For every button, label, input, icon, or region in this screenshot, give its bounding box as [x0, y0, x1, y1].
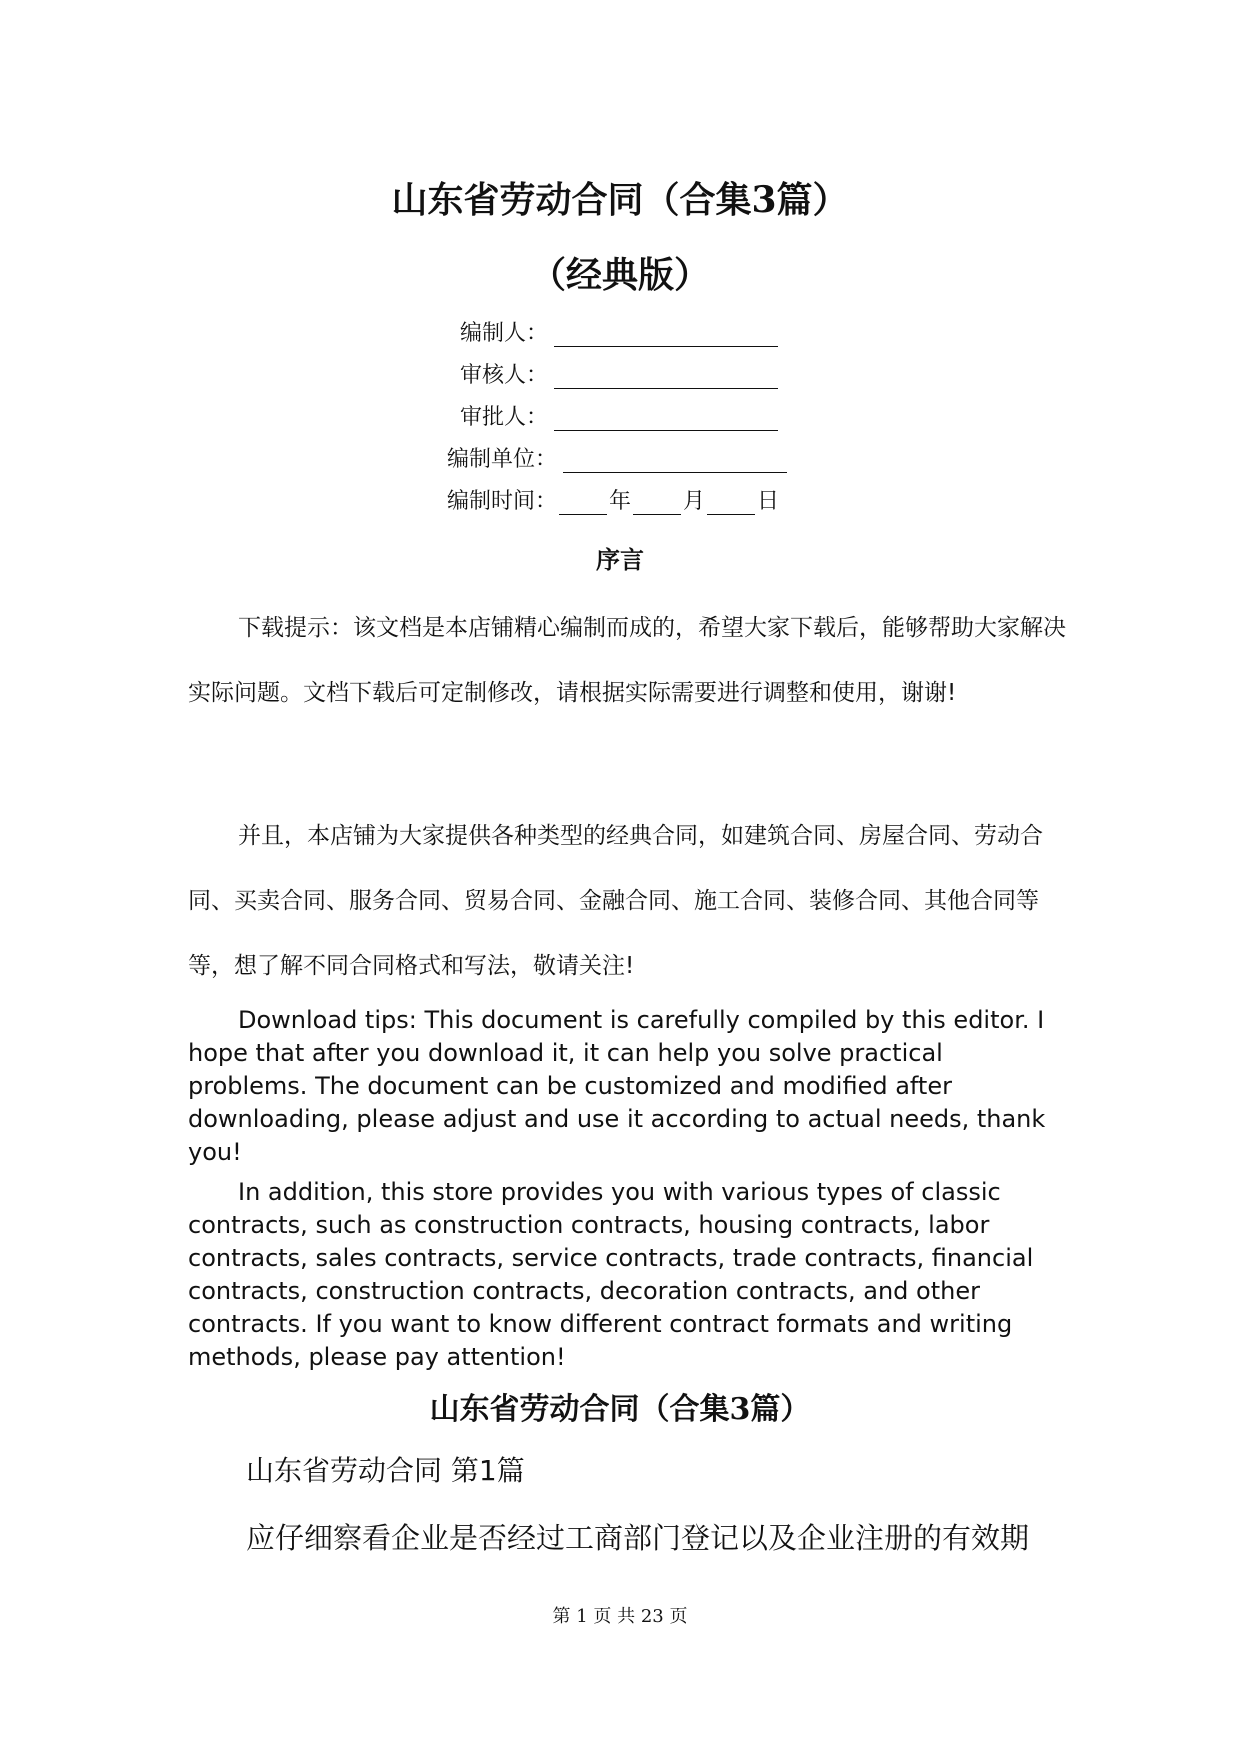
- compiler-row: [460, 316, 778, 347]
- section-title: 山东省劳动合同（合集3篇）: [429, 1392, 811, 1427]
- approver-row: [460, 400, 778, 431]
- compiler-blank: [554, 324, 778, 347]
- day-blank: [707, 492, 755, 515]
- time-row: [447, 484, 779, 515]
- month-label: 月: [683, 489, 706, 514]
- unit-label: 编制单位：: [447, 447, 558, 472]
- en-paragraph-1: [188, 1004, 1068, 1169]
- approver-blank: [554, 408, 778, 431]
- reviewer-row: [460, 358, 778, 389]
- page-footer: 第 1 页 共 23 页: [552, 1606, 688, 1627]
- reviewer-blank: [554, 366, 778, 389]
- cn-paragraph-2-text: 并且，本店铺为大家提供各种类型的经典合同，如建筑合同、房屋合同、劳动合同、买卖合同、服务合同、贸易合同、金融合同、施工合同、装修合同、其他合同等等，想了解不同合同格式和写法，敬请关注!: [188, 823, 1043, 979]
- document-title: 山东省劳动合同（合集3篇）: [391, 179, 849, 221]
- en-paragraph-2-text: In addition, this store provides you with various types of classic contracts, such as construction contracts, housing contracts, labor contracts, sales contracts, service contracts, trade contracts, financial contracts, construction contracts, decoration contracts, and other contracts. If you want to know different contract formats and writing methods, please pay attention!: [188, 1178, 1034, 1371]
- approver-label: 审批人：: [460, 405, 549, 430]
- document-subtitle: （经典版）: [529, 254, 710, 296]
- day-label: 日: [757, 489, 780, 514]
- year-label: 年: [609, 489, 632, 514]
- reviewer-label: 审核人：: [460, 363, 549, 388]
- en-paragraph-2: [188, 1176, 1068, 1374]
- compiler-label: 编制人：: [460, 321, 549, 346]
- cn-paragraph-1: [188, 596, 1068, 726]
- en-paragraph-1-text: Download tips: This document is carefully compiled by this editor. I hope that after you download it, it can help you solve practical problems. The document can be customized and modified after downloading, please adjust and use it according to actual needs, thank you!: [188, 1006, 1046, 1166]
- month-blank: [633, 492, 681, 515]
- unit-row: [447, 442, 787, 473]
- year-blank: [559, 492, 607, 515]
- cn-paragraph-1-text: 下载提示：该文档是本店铺精心编制而成的，希望大家下载后，能够帮助大家解决实际问题。文档下载后可定制修改，请根据实际需要进行调整和使用，谢谢!: [188, 615, 1066, 706]
- unit-blank: [563, 450, 787, 473]
- preface-heading: 序言: [596, 546, 644, 574]
- chapter-heading: 山东省劳动合同 第1篇: [246, 1454, 525, 1487]
- time-label: 编制时间：: [447, 489, 558, 514]
- cn-paragraph-2: [188, 804, 1068, 999]
- body-text-line: 应仔细察看企业是否经过工商部门登记以及企业注册的有效期: [246, 1521, 1030, 1555]
